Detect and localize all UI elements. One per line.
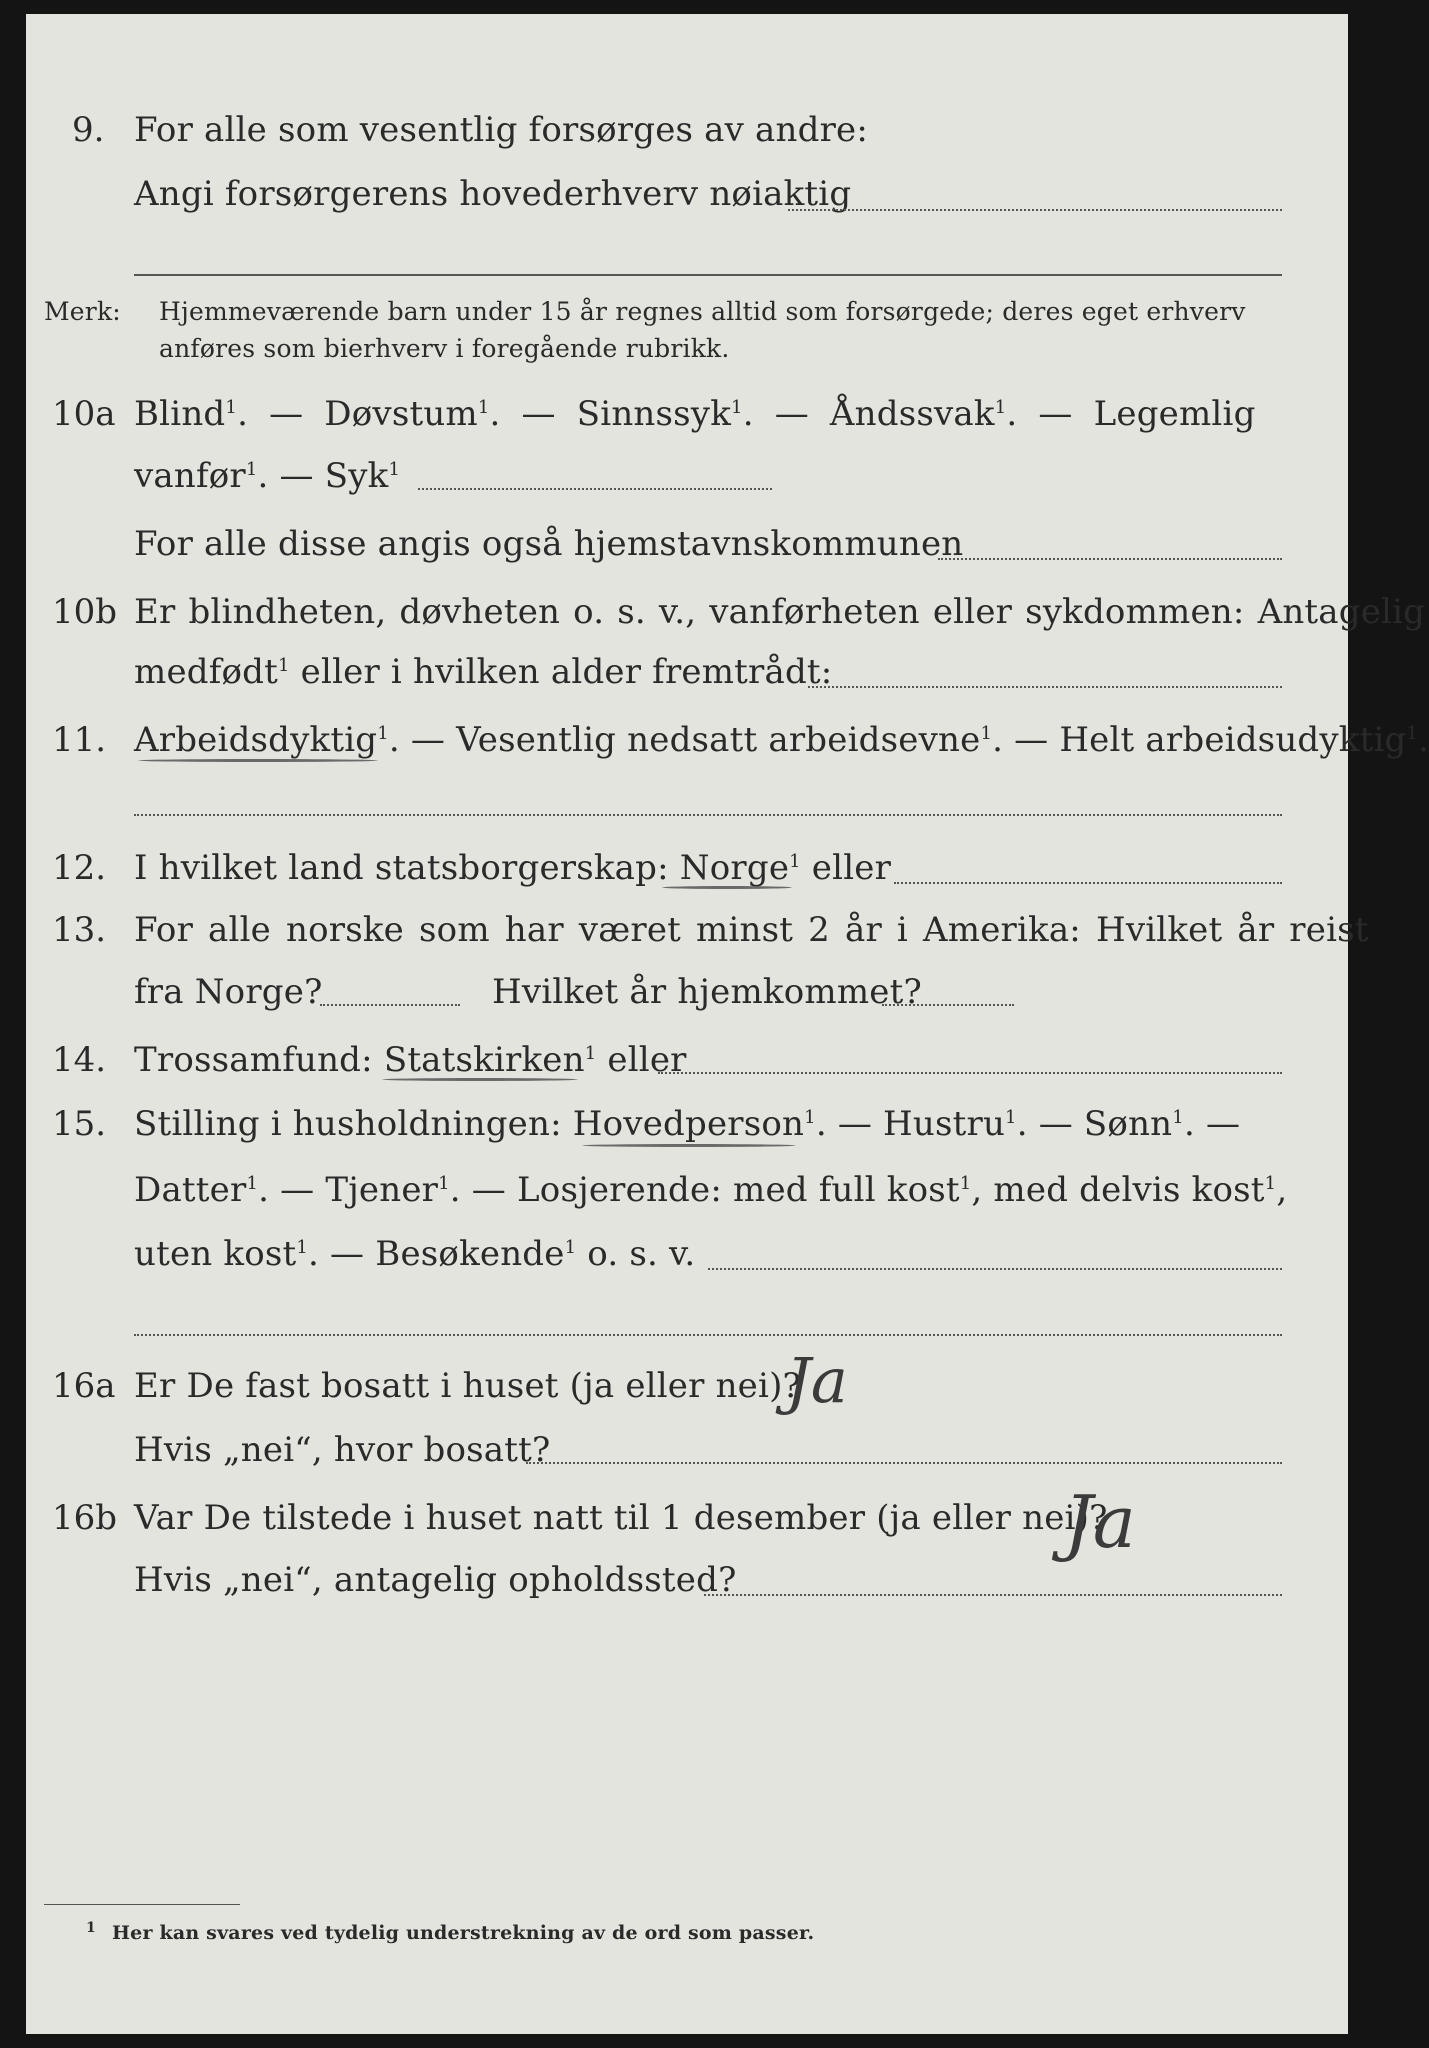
q14-answer-line — [658, 1072, 1282, 1074]
q16a-handwritten-answer: Ja — [786, 1344, 848, 1417]
footnote-mark: 1 — [86, 1920, 96, 1936]
q15-answer-line-2 — [134, 1334, 1282, 1336]
q15-underline-mark — [582, 1144, 796, 1147]
q9-line2: Angi forsørgerens hovederhverv nøiaktig — [134, 174, 852, 214]
q11-number: 11. — [52, 720, 107, 760]
q10b-line2: medfødt$^1$ eller i hvilken alder fremtrådt: — [134, 652, 833, 692]
q15-answer-line — [708, 1268, 1282, 1270]
merk-line1: Hjemmeværende barn under 15 år regnes alltid som forsørgede; deres eget erhverv — [159, 297, 1246, 326]
q11-line: Arbeidsdyktig$^1$. — Vesentlig nedsatt arbeidsevne$^1$. — Helt arbeidsudyktig$^1$. — [134, 720, 1429, 760]
q10a-line1: Blind$^1$. — Døvstum$^1$. — Sinnssyk$^1$. — Åndssvak$^1$. — Legemlig — [134, 394, 1256, 434]
q13-left-line — [320, 1004, 460, 1006]
q10a-line3: For alle disse angis også hjemstavnskommunen — [134, 524, 964, 564]
q16b-line2: Hvis „nei“, antagelig opholdssted? — [134, 1560, 737, 1600]
q9-line1: For alle som vesentlig forsørges av andre: — [134, 110, 869, 150]
q10a-sick-line — [418, 488, 772, 490]
q9-answer-line — [788, 209, 1282, 211]
merk-line2: anføres som bierhverv i foregående rubrikk. — [159, 334, 730, 363]
q12-answer-line — [894, 882, 1282, 884]
q13-returned-line — [882, 1004, 1014, 1006]
merk-label: Merk: — [44, 297, 121, 326]
q10a-number: 10a — [52, 394, 116, 434]
q10a-line2: vanfør$^1$. — Syk$^1$ — [134, 456, 401, 496]
q13-number: 13. — [52, 910, 107, 950]
q15-line2: Datter$^1$. — Tjener$^1$. — Losjerende: med full kost$^1$, med delvis kost$^1$, — [134, 1170, 1288, 1210]
q15-number: 15. — [52, 1104, 107, 1144]
q14-line: Trossamfund: Statskirken$^1$ eller — [134, 1040, 687, 1080]
q12-underline-mark — [662, 886, 792, 889]
q11-answer-line — [134, 814, 1282, 816]
q10b-line1: Er blindheten, døvheten o. s. v., vanførheten eller sykdommen: Antagelig — [134, 592, 1426, 632]
q13-line2a: fra Norge? — [134, 972, 323, 1012]
q16b-handwritten-answer: Ja — [1064, 1480, 1136, 1564]
q14-underline-mark — [382, 1078, 578, 1081]
q10b-number: 10b — [52, 592, 118, 632]
q9-number: 9. — [72, 110, 105, 150]
footnote-text: Her kan svares ved tydelig understrekning av de ord som passer. — [112, 1922, 815, 1944]
q16b-answer-line — [704, 1594, 1282, 1596]
q13-line2b: Hvilket år hjemkommet? — [492, 972, 922, 1012]
q14-number: 14. — [52, 1040, 107, 1080]
q12-number: 12. — [52, 848, 107, 888]
q16b-line1: Var De tilstede i huset natt til 1 desember (ja eller nei)? — [134, 1498, 1108, 1538]
census-form-page — [26, 14, 1429, 2034]
q16a-line1: Er De fast bosatt i huset (ja eller nei)? — [134, 1366, 801, 1406]
q12-line: I hvilket land statsborgerskap: Norge$^1$ eller — [134, 848, 892, 888]
q10b-answer-line — [808, 686, 1282, 688]
q15-line3: uten kost$^1$. — Besøkende$^1$ o. s. v. — [134, 1234, 696, 1274]
q9-answer-line-2 — [134, 274, 1282, 276]
q16a-answer-line — [526, 1462, 1282, 1464]
q16a-line2: Hvis „nei“, hvor bosatt? — [134, 1430, 551, 1470]
q16b-number: 16b — [52, 1498, 118, 1538]
q16a-number: 16a — [52, 1366, 116, 1406]
q15-line1: Stilling i husholdningen: Hovedperson$^1$. — Hustru$^1$. — Sønn$^1$. — — [134, 1104, 1241, 1144]
footnote-rule — [44, 1904, 240, 1905]
q11-underline-mark — [138, 759, 378, 762]
q10a-home-line — [938, 558, 1282, 560]
q13-line1: For alle norske som har været minst 2 år i Amerika: Hvilket år reist — [134, 910, 1369, 950]
